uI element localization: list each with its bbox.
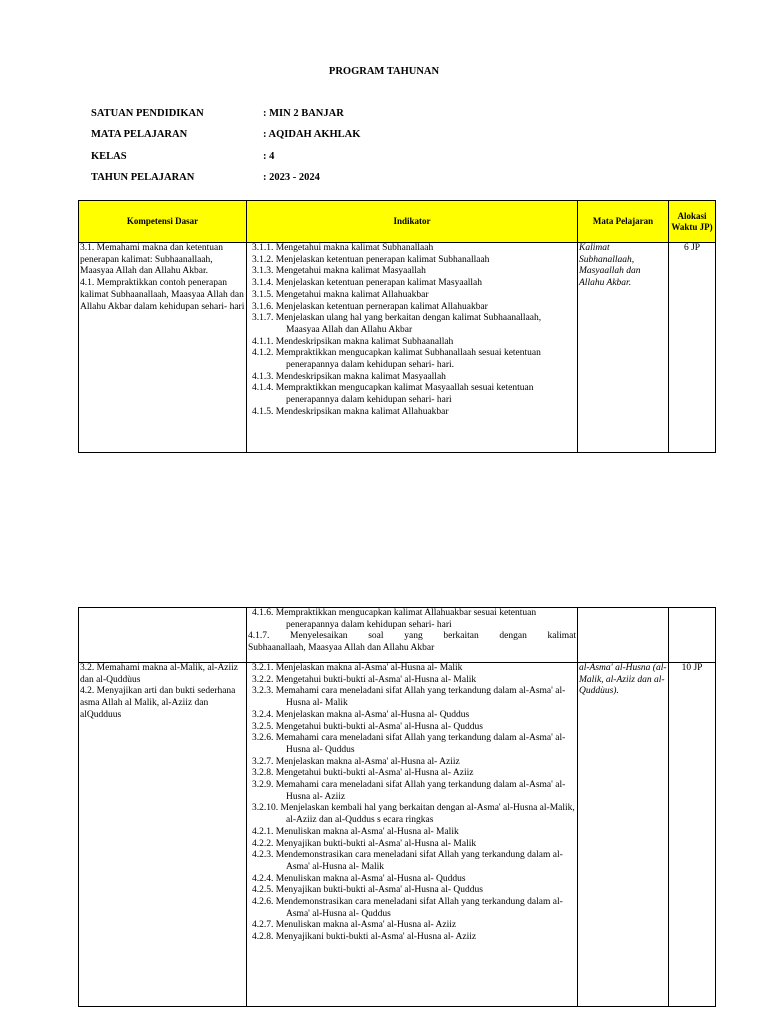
program-table-2 — [78, 607, 716, 1007]
indikator-item: 3.2.8. Mengetahui bukti-bukti al-Asma' al-Husna al- Aziiz — [252, 768, 474, 779]
kd-item: 3.1. Memahami makna dan ketentuan penerapan kalimat: Subhaanallaah, Maasyaa Allah dan Allahu Akbar. — [80, 243, 223, 277]
indikator-cell — [247, 608, 578, 663]
indikator-item: 3.1.6. Menjelaskan ketentuan pernerapan kalimat Allahuakbar — [252, 301, 488, 312]
table-row — [79, 608, 716, 663]
indikator-item: 3.1.2. Menjelaskan ketentuan penerapan kalimat Subhanallaah — [252, 254, 490, 265]
indikator-item: 4.1.2. Mempraktikkan mengucapkan kalimat Subhanallaah sesuai ketentuan penerapannya dalam kehidupan sehari- hari. — [252, 348, 541, 371]
kd-item: 4.1. Mempraktikkan contoh penerapan kalimat Subhaanallaah, Maasyaa Allah dan Allahu Akbar dalam kehidupan sehari- hari — [80, 278, 245, 312]
kd-item: 4.2. Menyajikan arti dan bukti sederhana asma Allah al Malik, al-Aziiz dan alQudduus — [80, 686, 236, 720]
indikator-item: 3.2.7. Menjelaskan makna al-Asma' al-Husna al- Aziiz — [252, 756, 460, 767]
indikator-cell — [247, 663, 578, 1007]
indikator-item: 4.2.3. Mendemonstrasikan cara meneladani sifat Allah yang terkandung dalam al-Asma' al-Husna al- Malik — [252, 850, 563, 872]
meta-label: TAHUN PELAJARAN — [91, 172, 195, 183]
indikator-cell — [247, 243, 578, 453]
program-table-1 — [78, 200, 716, 453]
indikator-item: 4.1.7. Menyelesaikan soal yang berkaitan dengan kalimat — [248, 631, 576, 642]
indikator-item: 3.2.6. Memahami cara meneladani sifat Allah yang terkandung dalam al-Asma' al-Husna al- Quddus — [252, 733, 566, 755]
meta-label: SATUAN PENDIDIKAN — [91, 108, 204, 119]
mapel-text: al-Asma' al-Husna (al- Malik, al-Aziiz dan al- Quddùus). — [579, 663, 667, 697]
indikator-item: 3.1.1. Mengetahui makna kalimat Subhanallaah — [252, 243, 434, 253]
indikator-item: 3.1.5. Mengetahui makna kalimat Allahuakbar — [252, 289, 429, 300]
meta-value: : AQIDAH AKHLAK — [263, 129, 361, 140]
indikator-item: 3.2.2. Mengetahui bukti-bukti al-Asma' al-Husna al- Malik — [252, 674, 477, 685]
indikator-item: 3.1.4. Menjelaskan ketentuan penerapan kalimat Masyaallah — [252, 278, 483, 289]
kd-cell — [79, 663, 247, 1007]
indikator-item: 4.2.8. Menyajikani bukti-bukti al-Asma' al-Husna al- Aziiz — [252, 932, 477, 943]
kd-cell — [79, 243, 247, 453]
indikator-item: 4.2.6. Mendemonstrasikan cara meneladani sifat Allah yang terkandung dalam al-Asma' al-Husna al- Quddus — [252, 897, 563, 919]
page-title: PROGRAM TAHUNAN — [328, 66, 440, 77]
indikator-item: 4.2.7. Menuliskan makna al-Asma' al-Husna al- Aziiz — [252, 920, 457, 931]
mapel-cell — [578, 663, 669, 1007]
kd-cell — [79, 608, 247, 663]
indikator-item: 3.2.3. Memahami cara meneladani sifat Allah yang terkandung dalam al-Asma' al-Husna al- Malik — [252, 686, 566, 709]
jp-cell — [669, 608, 716, 663]
indikator-item: Subhaanallaah, Maasyaa Allah dan Allahu Akbar — [248, 643, 435, 654]
table-row — [79, 243, 716, 453]
indikator-item: 4.1.3. Mendeskripsikan makna kalimat Masyaallah — [252, 371, 446, 382]
meta-value: : MIN 2 BANJAR — [263, 108, 344, 119]
mapel-cell — [578, 243, 669, 453]
indikator-item: 3.2.4. Menjelaskan makna al-Asma' al-Husna al- Quddus — [252, 709, 470, 720]
meta-value: : 2023 - 2024 — [263, 172, 320, 183]
jp-cell: 10 JP — [669, 663, 716, 1007]
indikator-item: 4.2.4. Menuliskan makna al-Asma' al-Husna al- Quddus — [252, 873, 466, 884]
indikator-item: 4.2.1. Menuliskan makna al-Asma' al-Husna al- Malik — [252, 826, 459, 837]
table-row — [79, 663, 716, 1007]
mapel-text: Kalimat Subhanallaah, Masyaallah dan Allahu Akbar. — [579, 243, 641, 289]
indikator-item: 3.2.10. Menjelaskan kembali hal yang berkaitan dengan al-Asma' al-Husna al-Malik, al-Aziiz dan al-Quddus s ecara ringkas — [252, 803, 575, 826]
indikator-item: 4.2.5. Menyajikan bukti-bukti al-Asma' al-Husna al- Quddus — [252, 885, 483, 896]
indikator-item: 4.2.2. Menyajikan bukti-bukti al-Asma' al-Husna al- Malik — [252, 838, 477, 849]
indikator-item: 3.1.7. Menjelaskan ulang hal yang berkaitan dengan kalimat Subhaanallaah, Maasyaa Allah dan Allahu Akbar — [252, 313, 542, 335]
indikator-item: 3.2.9. Memahami cara meneladani sifat Allah yang terkandung dalam al-Asma' al-Husna al- Aziiz — [252, 780, 566, 802]
indikator-item: 4.1.4. Mempraktikkan mengucapkan kalimat Masyaallah sesuai ketentuan penerapannya dalam kehidupan sehari- hari — [252, 383, 534, 406]
indikator-item: 3.2.5. Mengetahui bukti-bukti al-Asma' al-Husna al- Quddus — [252, 721, 483, 732]
indikator-item: 4.1.1. Mendeskripsikan makna kalimat Subhaanallah — [252, 336, 454, 347]
kd-item: 3.2. Memahami makna al-Malik, al-Aziiz dan al-Quddùus — [80, 663, 239, 685]
header-alokasi: Alokasi Waktu JP) — [669, 201, 716, 243]
indikator-item: 4.1.5. Mendeskripsikan makna kalimat Allahuakbar — [252, 406, 449, 417]
indikator-item: 4.1.6. Mempraktikkan mengucapkan kalimat Allahuakbar sesuai ketentuan penerapannya dalam kehidupan sehari- hari — [252, 608, 537, 630]
meta-label: KELAS — [91, 151, 127, 162]
header-mapel: Mata Pelajaran — [578, 201, 669, 243]
jp-cell: 6 JP — [669, 243, 716, 453]
header-indikator: Indikator — [247, 201, 578, 243]
mapel-cell — [578, 608, 669, 663]
indikator-item: 3.1.3. Mengetahui makna kalimat Masyaallah — [252, 266, 426, 277]
header-kd: Kompetensi Dasar — [79, 201, 247, 243]
meta-value: : 4 — [263, 151, 275, 162]
indikator-item: 3.2.1. Menjelaskan makna al-Asma' al-Husna al- Malik — [252, 663, 463, 673]
meta-label: MATA PELAJARAN — [91, 129, 188, 140]
